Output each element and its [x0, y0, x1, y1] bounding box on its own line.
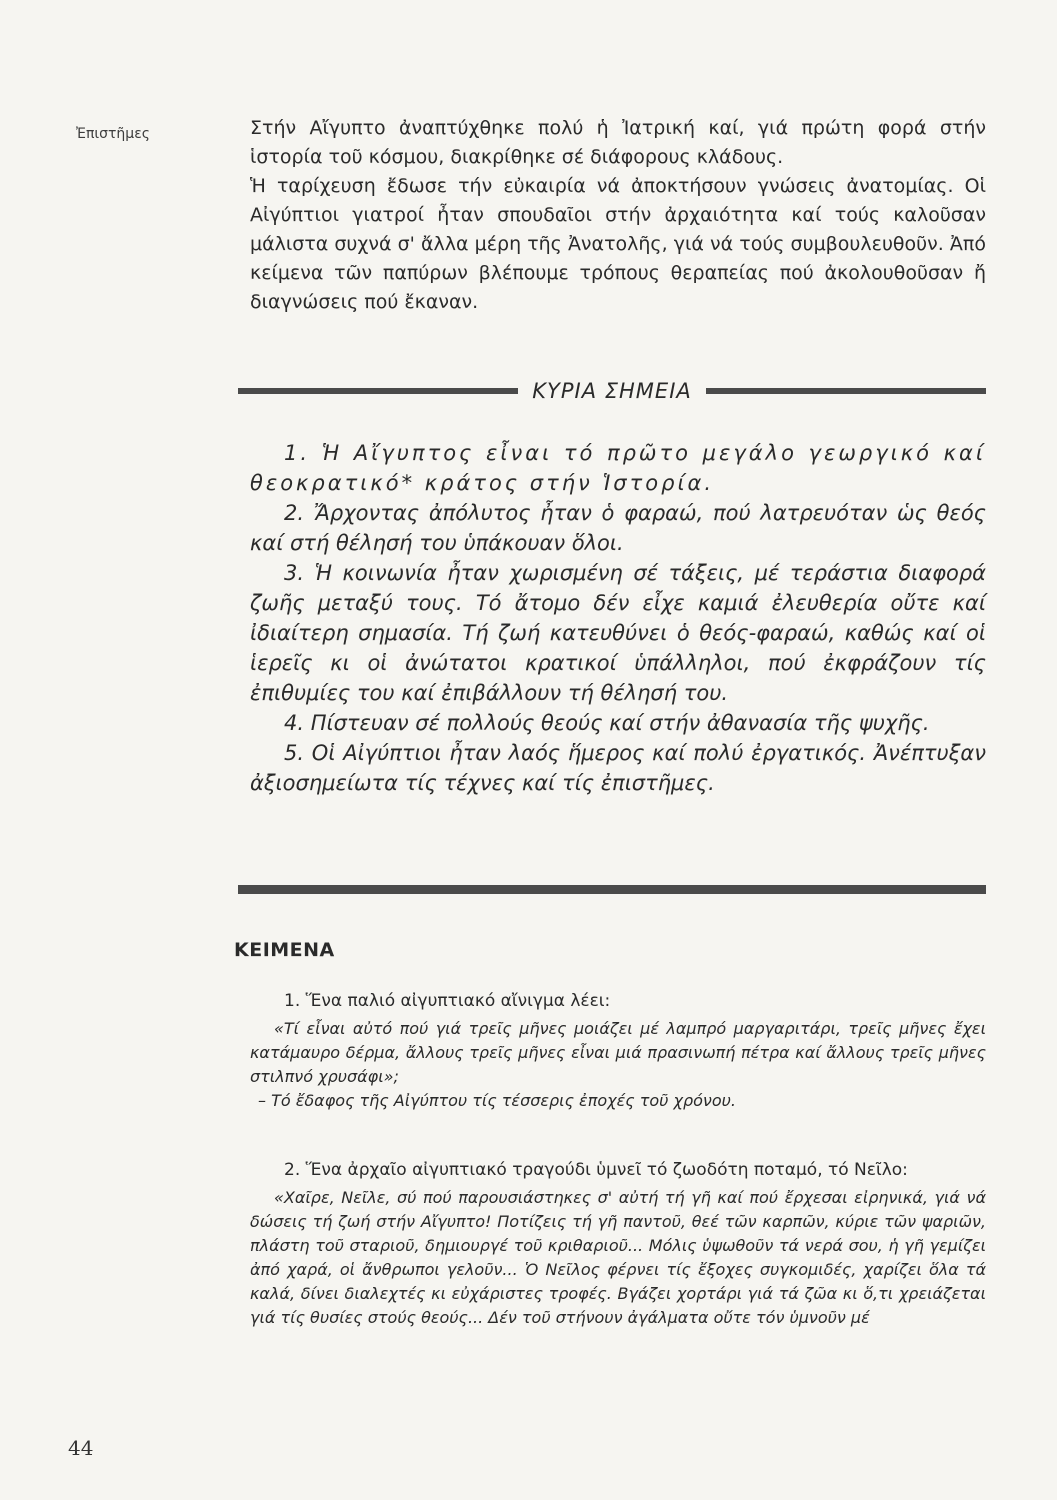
key-points-heading — [238, 376, 986, 406]
page-number: 44 — [68, 1436, 94, 1460]
key-point: 1. Ἡ Αἴγυπτος εἶναι τό πρῶτο μεγάλο γεωργικό καί θεοκρατικό* κράτος στήν Ἱστορία. — [250, 441, 986, 495]
heading-rule-left — [238, 388, 518, 394]
key-points-title: ΚΥΡΙΑ ΣΗΜΕΙΑ — [532, 379, 692, 403]
text2-lead: 2. Ἕνα ἀρχαῖο αἰγυπτιακό τραγούδι ὑμνεῖ τό ζωοδότη ποταμό, τό Νεῖλο: — [284, 1160, 908, 1180]
section-divider — [238, 885, 986, 894]
key-point: 5. Οἱ Αἰγύπτιοι ἦταν λαός ἥμερος καί πολύ ἐργατικός. Ἀνέπτυξαν ἀξιοσημείωτα τίς τέχνες καί τίς ἐπιστῆμες. — [250, 741, 986, 795]
text1-quote: «Τί εἶναι αὐτό πού γιά τρεῖς μῆνες μοιάζει μέ λαμπρό μαργαριτάρι, τρεῖς μῆνες ἔχει κατάμαυρο δέρμα, ἄλλους τρεῖς μῆνες εἶναι μιά πρασινωπή πέτρα καί ἄλλους τρεῖς μῆνες στιλπνό χρυσάφι»; — [250, 1019, 986, 1086]
text1-answer: – Τό ἔδαφος τῆς Αἰγύπτου τίς τέσσερις ἐποχές τοῦ χρόνου. — [258, 1091, 736, 1110]
intro-paragraph: Στήν Αἴγυπτο ἀναπτύχθηκε πολύ ἡ Ἰατρική καί, γιά πρώτη φορά στήν ἱστορία τοῦ κόσμου, διακρίθηκε σέ διάφορους κλάδους. — [250, 117, 986, 168]
key-point: 3. Ἡ κοινωνία ἦταν χωρισμένη σέ τάξεις, μέ τεράστια διαφορά ζωῆς μεταξύ τους. Τό ἄτομο δέν εἶχε καμιά ἐλευθερία οὔτε καί ἰδιαίτερη σημασία. Τή ζωή κατευθύνει ὁ θεός-φαραώ, καθώς καί οἱ ἱερεῖς κι οἱ ἀνώτατοι κρατικοί ὑπάλληλοι, πού ἐκφράζουν τίς ἐπιθυμίες του καί ἐπιβάλλουν τή θέλησή του. — [250, 561, 986, 705]
spacer — [250, 1113, 986, 1157]
texts-section — [250, 988, 986, 1330]
intro-paragraph: Ἡ ταρίχευση ἔδωσε τήν εὐκαιρία νά ἀποκτήσουν γνώσεις ἀνατομίας. Οἱ Αἰγύπτιοι γιατροί ἦταν σπουδαῖοι στήν ἀρχαιότητα καί τούς καλοῦσαν μάλιστα συχνά σ' ἄλλα μέρη τῆς Ἀνατολῆς, γιά νά τούς συμβουλευθοῦν. Ἀπό κείμενα τῶν παπύρων βλέπουμε τρόπους θεραπείας πού ἀκολουθοῦσαν ἤ διαγνώσεις πού ἔκαναν. — [250, 175, 986, 313]
margin-note: Ἐπιστῆμες — [76, 126, 150, 142]
text1-lead: 1. Ἕνα παλιό αἰγυπτιακό αἴνιγμα λέει: — [284, 991, 611, 1011]
heading-rule-right — [706, 388, 986, 394]
key-point: 2. Ἄρχοντας ἀπόλυτος ἦταν ὁ φαραώ, πού λατρευόταν ὡς θεός καί στή θέλησή του ὑπάκουαν ὅλοι. — [250, 501, 986, 555]
texts-heading: ΚΕΙΜΕΝΑ — [234, 939, 335, 961]
text2-quote: «Χαῖρε, Νεῖλε, σύ πού παρουσιάστηκες σ' αὐτή τή γῆ καί πού ἔρχεσαι εἰρηνικά, γιά νά δώσεις τή ζωή στήν Αἴγυπτο! Ποτίζεις τή γῆ παντοῦ, θεέ τῶν καρπῶν, κύριε τῶν ψαριῶν, πλάστη τοῦ σταριοῦ, δημιουργέ τοῦ κριθαριοῦ... Μόλις ὑψωθοῦν τά νερά σου, ἡ γῆ γεμίζει ἀπό χαρά, οἱ ἄνθρωποι γελοῦν... Ὁ Νεῖλος φέρνει τίς ἔξοχες συγκομιδές, χαρίζει ὅλα τά καλά, δίνει διαλεχτές κι εὐχάριστες τροφές. Βγάζει χορτάρι γιά τά ζῶα κι ὅ,τι χρειάζεται γιά τίς θυσίες στούς θεούς... Δέν τοῦ στήνουν ἀγάλματα οὔτε τόν ὑμνοῦν μέ — [250, 1188, 986, 1327]
intro-section — [250, 114, 986, 317]
key-points-list — [250, 438, 986, 798]
key-point: 4. Πίστευαν σέ πολλούς θεούς καί στήν ἀθανασία τῆς ψυχῆς. — [284, 711, 930, 735]
